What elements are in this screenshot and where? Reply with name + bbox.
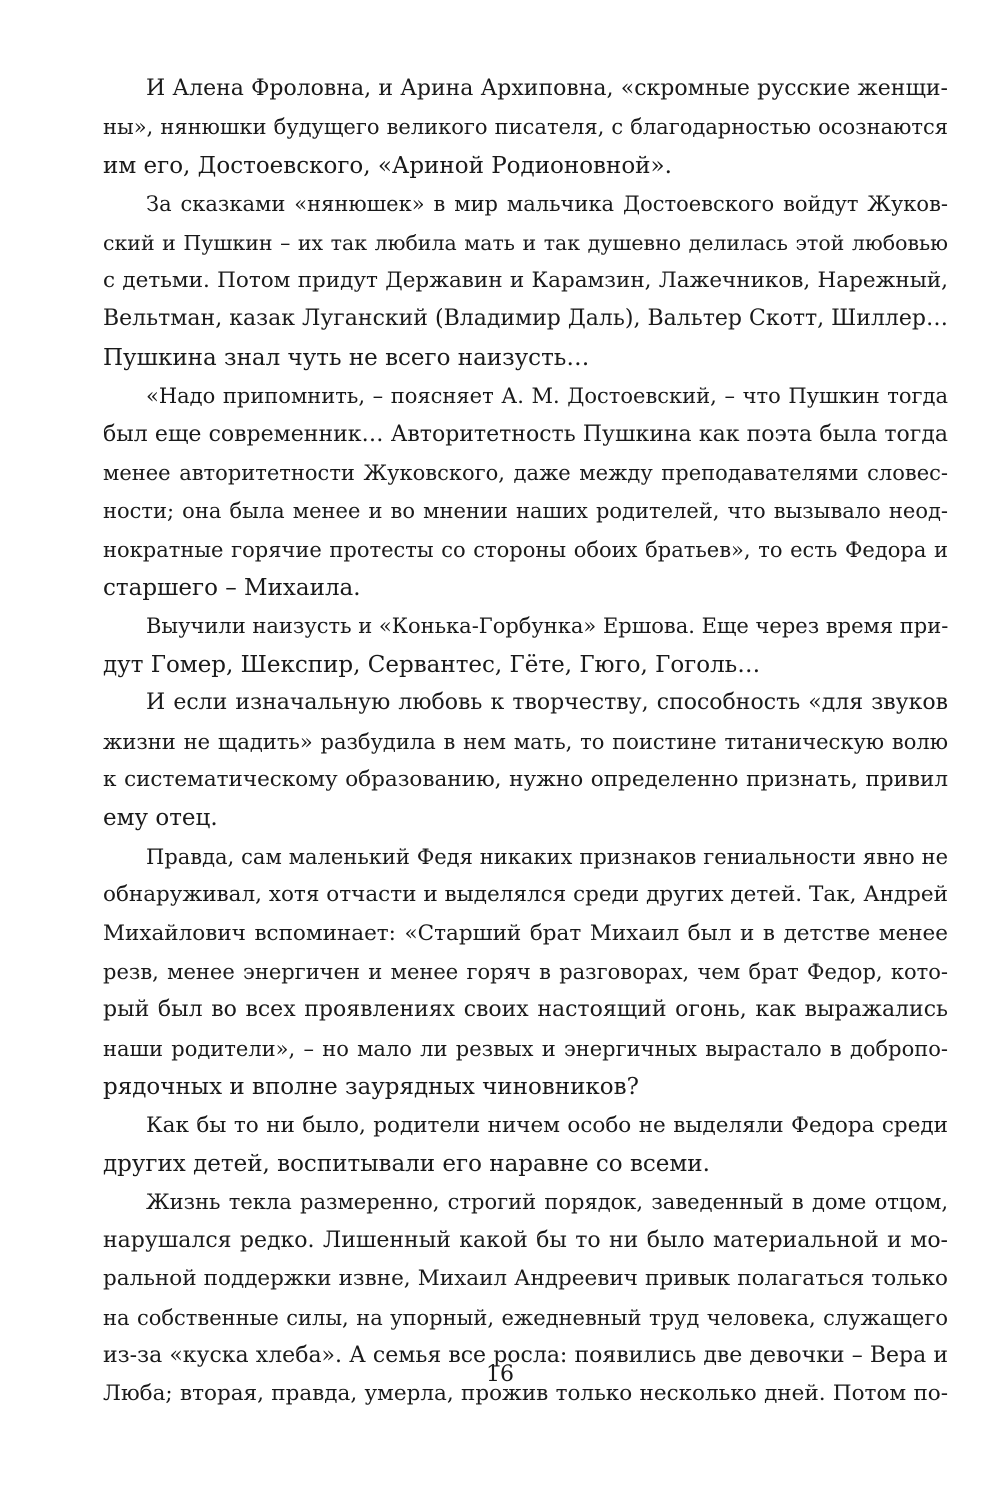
text-line: Люба; вторая, правда, умерла, прожив только несколько дней. Потом по- — [103, 1381, 948, 1407]
text-line: Жизнь текла размеренно, строгий порядок, заведенный в доме отцом, — [146, 1190, 948, 1215]
text-line: рядочных и вполне заурядных чиновников? — [103, 1074, 639, 1101]
text-line: ны», нянюшки будущего великого писателя, с благодарностью осознаются — [103, 115, 948, 140]
paragraph — [103, 1107, 948, 1184]
text-line: Михайлович вспоминает: «Старший брат Михаил был и в детстве менее — [103, 920, 948, 946]
text-line: Вельтман, казак Луганский (Владимир Даль), Вальтер Скотт, Шиллер… — [103, 306, 948, 332]
text-line: Выучили наизусть и «Конька-Горбунка» Ершова. Еще через время при- — [146, 614, 949, 639]
text-line: других детей, воспитывали его наравне со всеми. — [103, 1150, 710, 1177]
text-line: был еще современник… Авторитетность Пушкина как поэта была тогда — [103, 421, 948, 447]
text-line: ему отец. — [103, 805, 218, 832]
text-line: Как бы то ни было, родители ничем особо не выделяли Федора среди — [146, 1112, 948, 1138]
paragraph — [103, 377, 948, 607]
text-line: старшего – Михаила. — [103, 575, 361, 602]
text-line: ский и Пушкин – их так любила мать и так душевно делилась этой любовью — [103, 230, 948, 255]
text-line: Пушкина знал чуть не всего наизусть… — [103, 344, 590, 371]
text-line: из-за «куска хлеба». А семья все росла: появились две девочки – Вера и — [103, 1342, 948, 1368]
paragraph — [103, 838, 948, 1107]
text-line: дут Гомер, Шекспир, Сервантес, Гёте, Гюго, Гоголь… — [103, 651, 761, 678]
text-line: ральной поддержки извне, Михаил Андреевич привык полагаться только — [103, 1266, 948, 1292]
text-line: к систематическому образованию, нужно определенно признать, привил — [103, 767, 948, 793]
text-line: рый был во всех проявлениях своих настоящий огонь, как выражались — [103, 997, 948, 1023]
text-line: И Алена Фроловна, и Арина Архиповна, «скромные русские женщи- — [146, 76, 948, 101]
text-line: ности; она была менее и во мнении наших родителей, что вызывало неод- — [103, 499, 948, 524]
text-line: им его, Достоевского, «Ариной Родионовной». — [103, 152, 672, 179]
text-line: И если изначальную любовь к творчеству, способность «для звуков — [146, 690, 948, 716]
paragraph — [103, 70, 948, 185]
text-line: нарушался редко. Лишенный какой бы то ни было материальной и мо- — [103, 1227, 948, 1253]
text-line: на собственные силы, на упорный, ежедневный труд человека, служащего — [103, 1305, 948, 1330]
paragraph — [103, 185, 948, 377]
text-line: За сказками «нянюшек» в мир мальчика Достоевского войдут Жуков- — [146, 192, 948, 217]
text-line: обнаруживал, хотя отчасти и выделялся среди других детей. Так, Андрей — [103, 882, 948, 908]
text-line: Правда, сам маленький Федя никаких признаков гениальности явно не — [146, 844, 948, 869]
text-line: резв, менее энергичен и менее горяч в разговорах, чем брат Федор, кото- — [103, 959, 948, 984]
text-line: «Надо припомнить, – поясняет А. М. Достоевский, – что Пушкин тогда — [146, 384, 948, 409]
page-number: 16 — [486, 1362, 514, 1387]
paragraph — [103, 684, 948, 838]
body-text — [103, 70, 948, 1414]
text-line: менее авторитетности Жуковского, даже между преподавателями словес- — [103, 460, 948, 485]
paragraph — [103, 607, 948, 684]
text-line: жизни не щадить» разбудила в нем мать, то поистине титаническую волю — [103, 729, 948, 754]
text-line: наши родители», – но мало ли резвых и энергичных вырастало в добропо- — [103, 1036, 948, 1061]
text-line: нократные горячие протесты со стороны обоих братьев», то есть Федора и — [103, 537, 948, 562]
text-line: с детьми. Потом придут Державин и Карамзин, Лажечников, Нарежный, — [103, 267, 948, 293]
